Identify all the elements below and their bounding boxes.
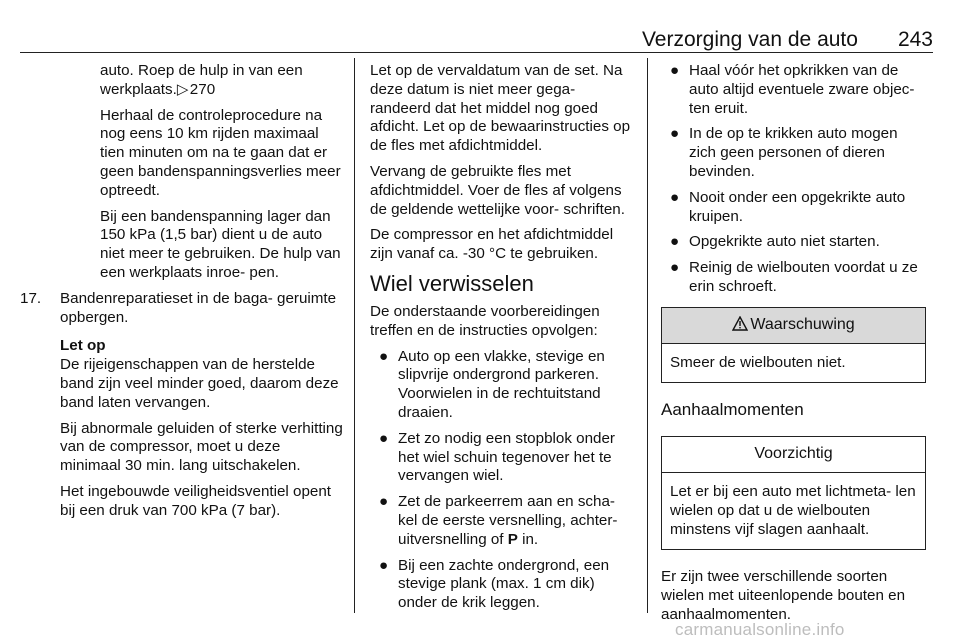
paragraph: Het ingebouwde veiligheidsventiel opent bij een druk van 700 kPa (7 bar). — [60, 482, 332, 519]
warning-title: Waarschuwing — [750, 315, 855, 333]
column-3 — [661, 62, 926, 632]
list-item: ● Reinig de wielbouten voordat u ze erin schroeft. — [670, 259, 918, 295]
list-item: ● Bij een zachte ondergrond, een stevige plank (max. 1 cm dik) onder de krik leggen. — [379, 556, 610, 612]
list-item: ● Haal vóór het opkrikken van de auto altijd eventuele zware objec‐ ten eruit. — [670, 62, 915, 117]
item-number: 17. — [20, 289, 42, 307]
bullet-icon: ● — [379, 556, 389, 574]
list-item: ● Zet zo nodig een stopblok onder het wiel schuin tegenover het te vervangen wiel. — [379, 429, 615, 485]
page-number: 243 — [897, 28, 933, 51]
warning-text: Smeer de wielbouten niet. — [670, 353, 846, 371]
list-item: ● In de op te krikken auto mogen zich geen personen of dieren bevinden. — [670, 125, 898, 180]
column-2 — [370, 62, 635, 620]
page-header — [20, 28, 933, 53]
list-item: ● Opgekrikte auto niet starten. — [670, 233, 880, 251]
arrow-ref-icon[interactable]: ▷ — [176, 80, 189, 98]
paragraph: Herhaal de controleprocedure na nog eens 10 km rijden maximaal tien minuten om na te gaan dat er geen bandenspanningsverlies meer optreedt. — [100, 106, 341, 199]
section-heading: Wiel verwisselen — [370, 270, 534, 296]
caution-box — [661, 436, 926, 550]
list-item: ● Zet de parkeerrem aan en scha‐ kel de eerste versnelling, achter‐ uitversnelling of P in. — [379, 493, 618, 548]
paragraph: Vervang de gebruikte fles met afdichtmiddel. Voer de fles af volgens de geldende wettelijke voor‐ schriften. — [370, 162, 625, 218]
column-divider — [354, 58, 355, 613]
bullet-icon: ● — [379, 429, 389, 447]
watermark: carmanualsonline.info — [675, 620, 845, 639]
section-heading: Aanhaalmomenten — [661, 400, 804, 420]
warning-box — [661, 307, 926, 384]
column-divider — [647, 58, 648, 613]
caution-header: Voorzichtig — [662, 437, 925, 473]
paragraph: Bij abnormale geluiden of sterke verhitting van de compressor, moet u deze minimaal 30 min. lang uitschakelen. — [60, 419, 343, 475]
paragraph: Er zijn twee verschillende soorten wielen met uiteenlopende bouten en aanhaalmomenten. — [661, 568, 906, 623]
warning-header — [662, 308, 925, 344]
paragraph: Bij een bandenspanning lager dan 150 kPa (1,5 bar) dient u de auto niet meer te gebruiken. De hulp van een werkplaats inroe‐ pen. — [100, 207, 341, 281]
bullet-icon: ● — [670, 188, 680, 206]
bullet-icon: ● — [379, 493, 389, 511]
bullet-icon: ● — [670, 125, 680, 143]
note-title: Let op — [60, 337, 106, 355]
bullet-icon: ● — [670, 62, 680, 79]
note-text: De rijeigenschappen van de herstelde band zijn veel minder goed, daarom deze band laten vervangen. — [60, 356, 339, 411]
caution-text: Let er bij een auto met lichtmeta‐ len wielen op dat u de wielbouten minstens vijf slagen aanhaalt. — [670, 482, 916, 538]
numbered-item: 17. Bandenreparatieset in de baga‐ geruimte opbergen. — [20, 289, 337, 326]
paragraph: auto. Roep de hulp in van een werkplaats.▷ 270 — [100, 62, 303, 98]
section-title: Verzorging van de auto — [641, 28, 858, 51]
column-1 — [20, 62, 345, 528]
intro-paragraph: De onderstaande voorbereidingen treffen en de instructies opvolgen: — [370, 302, 600, 339]
list-item: ● Nooit onder een opgekrikte auto kruipen. — [670, 188, 906, 225]
bullet-icon: ● — [670, 233, 680, 251]
bullet-icon: ● — [670, 259, 680, 277]
page-reference[interactable]: 270 — [189, 80, 216, 98]
note — [60, 337, 345, 412]
paragraph: Let op de vervaldatum van de set. Na deze datum is niet meer gega‐ randeerd dat het middel nog goed afdicht. Let op de bewaarinstructies op de fles met afdichtmiddel. — [370, 62, 631, 155]
list-item: ● Auto op een vlakke, stevige en slipvrije ondergrond parkeren. Voorwielen in de rechtuitstand draaien. — [379, 347, 605, 421]
warning-triangle-icon — [732, 316, 748, 331]
paragraph: De compressor en het afdichtmiddel zijn vanaf ca. -30 °C te gebruiken. — [370, 226, 614, 263]
bullet-icon: ● — [379, 347, 389, 365]
